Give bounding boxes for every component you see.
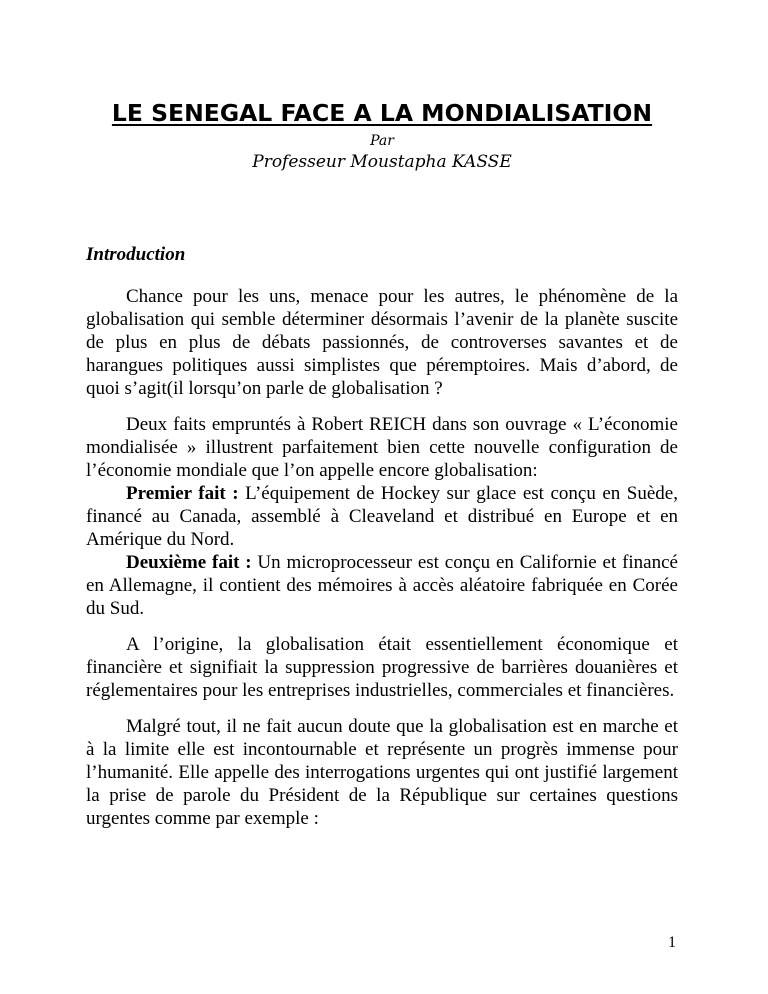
paragraph-deux-faits: Deux faits empruntés à Robert REICH dans son ouvrage « L’économie mondialisée » illustrent parfaitement bien cette nouvelle configuration de l’économie mondiale que l’on appelle encore globalisation: [86,414,678,481]
body-text [86,285,678,830]
deuxieme-fait-text: Un microprocesseur est conçu en Californie et financé en Allemagne, il contient des mémoires à accès aléatoire fabriquée en Corée du Sud. [86,552,678,619]
author-name: Professeur Moustapha KASSE [252,152,512,172]
premier-fait-label: Premier fait : [126,483,239,504]
section-heading-introduction: Introduction [86,244,186,265]
paragraph-malgre-tout: Malgré tout, il ne fait aucun doute que la globalisation est en marche et à la limite elle est incontournable et représente un progrès immense pour l’humanité. Elle appelle des interrogations urgentes qui ont justifié largement la prise de parole du Président de la République sur certaines questions urgentes comme par exemple : [86,716,678,829]
byline: Par [370,133,394,149]
document-title: LE SENEGAL FACE A LA MONDIALISATION [111,99,653,127]
premier-fait-text: L’équipement de Hockey sur glace est conçu en Suède, financé au Canada, assemblé à Cleaveland et distribué en Europe et en Amérique du Nord. [86,483,678,550]
paragraph-a-l-origine: A l’origine, la globalisation était essentiellement économique et financière et signifiait la suppression progressive de barrières douanières et réglementaires pour les entreprises industrielles, commerciales et financières. [86,634,678,701]
page-number: 1 [668,934,676,951]
paragraph-deuxieme-fait [86,551,678,620]
deuxieme-fait-label: Deuxième fait : [126,552,252,573]
paragraph-premier-fait [86,482,678,551]
paragraph-chance: Chance pour les uns, menace pour les autres, le phénomène de la globalisation qui semble déterminer désormais l’avenir de la planète suscite de plus en plus de débats passionnés, de controverses savantes et de harangues politiques aussi simplistes que péremptoires. Mais d’abord, de quoi s’agit(il lorsqu’on parle de globalisation ? [86,286,678,399]
